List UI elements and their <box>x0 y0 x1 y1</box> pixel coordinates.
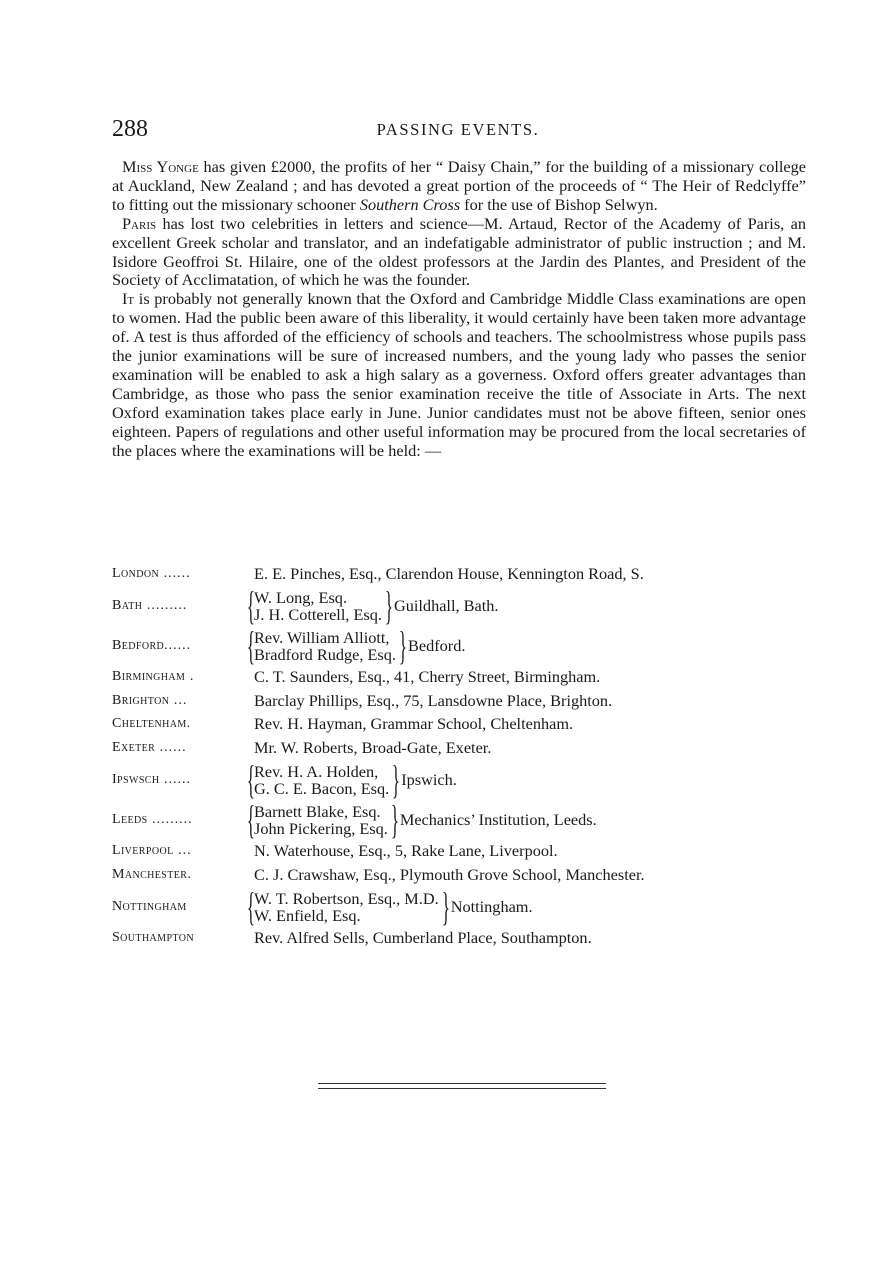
secretary-entry: E. E. Pinches, Esq., Clarendon House, Kennington Road, S. <box>254 563 644 583</box>
secretary-row <box>112 927 812 951</box>
running-head: PASSING EVENTS. <box>376 120 540 139</box>
leader-dots: ... <box>169 692 188 708</box>
secretary-name: W. Long, Esq. <box>254 587 348 607</box>
town-label: Bedford <box>112 637 165 653</box>
secretary-name: Barnett Blake, Esq. <box>254 801 381 821</box>
secretary-row <box>112 713 812 737</box>
right-brace: } <box>398 622 407 668</box>
town-name <box>112 598 254 614</box>
secretary-entry: Barclay Phillips, Esq., 75, Lansdowne Place, Brighton. <box>254 690 613 710</box>
secretary-names <box>254 763 389 797</box>
right-brace: } <box>441 883 450 929</box>
page-number: 288 <box>112 116 148 142</box>
secretary-row <box>112 562 812 586</box>
address: Guildhall, Bath. <box>393 595 499 615</box>
leader-dots: ...... <box>159 771 191 787</box>
town-name <box>112 669 254 685</box>
paragraph-text: for the use of Bishop Selwyn. <box>460 194 658 214</box>
secretary-row <box>112 689 812 713</box>
town-name <box>112 638 254 654</box>
town-label: Bath <box>112 597 143 613</box>
paragraph-paris <box>112 215 806 291</box>
address: Ipswich. <box>401 769 457 789</box>
left-brace: { <box>246 622 255 668</box>
secretary-row <box>112 736 812 760</box>
town-name <box>112 740 254 756</box>
address: Nottingham. <box>450 896 533 916</box>
town-name <box>112 899 254 915</box>
secretary-row <box>112 756 812 802</box>
secretary-entry: N. Waterhouse, Esq., 5, Rake Lane, Liverpool. <box>254 841 558 861</box>
article-body <box>112 158 806 461</box>
left-brace: { <box>246 756 255 802</box>
leader-dots: ...... <box>164 637 192 653</box>
secretary-name: G. C. E. Bacon, Esq. <box>254 778 390 798</box>
leader-dots: ......... <box>147 811 193 827</box>
left-brace: { <box>246 883 255 929</box>
secretary-entry: C. T. Saunders, Esq., 41, Cherry Street, Birmingham. <box>254 667 601 687</box>
secretary-name: John Pickering, Esq. <box>254 818 388 838</box>
secretary-row <box>112 666 812 690</box>
leader-dots: ...... <box>159 565 191 581</box>
page-header <box>112 116 804 146</box>
leader-dots: ... <box>173 843 192 859</box>
secretary-name: Rev. H. A. Holden, <box>254 761 379 781</box>
right-brace: } <box>384 582 393 628</box>
paragraph-text: is probably not generally known that the Oxford and Cambridge Middle Class examinations are open to women. Had the public been aware of this liberality, it would certainly have been taken more advantage of. A test is thus afforded of the efficiency of schools and teachers. The schoolmistress whose pupils pass the junior examinations will be sure of increased numbers, and the young lady who passes the senior examination will be enabled to ask a high salary as a governess. Oxford offers greater advantages than Cambridge, as those who pass the senior examination receive the title of Associate in Arts. The next Oxford examination takes place early in June. Junior candidates must not be above fifteen, senior ones eighteen. Papers of regulations and other useful information may be procured from the local secretaries of the places where the examinations will be held: — <box>112 289 806 460</box>
paragraph-text: has given £2000, the profits of her “ Daisy Chain,” for the building of a missionary college at Auckland, New Zealand ; and has devoted a great portion of the proceeds of “ The Heir of Redclyffe” to fitting out the missionary schooner <box>112 157 807 214</box>
left-brace: { <box>246 582 255 628</box>
secretary-row <box>112 796 812 842</box>
left-brace: { <box>246 796 255 842</box>
secretary-name: W. Enfield, Esq. <box>254 905 361 925</box>
town-label: Nottingham <box>112 898 187 914</box>
town-label: Manchester. <box>112 866 192 882</box>
secretary-names <box>254 890 439 924</box>
town-label: Leeds <box>112 811 148 827</box>
leader-dots: . <box>185 669 195 685</box>
town-name <box>112 930 254 946</box>
address: Bedford. <box>407 635 466 655</box>
town-name <box>112 843 254 859</box>
town-label: Ipswsch <box>112 771 160 787</box>
secretary-entry: Rev. H. Hayman, Grammar School, Cheltenham. <box>254 714 574 734</box>
right-brace: } <box>392 756 401 802</box>
secretary-name: W. T. Robertson, Esq., M.D. <box>254 888 439 908</box>
town-name <box>112 867 254 883</box>
town-name <box>112 716 254 732</box>
address: Mechanics’ Institution, Leeds. <box>399 809 597 829</box>
town-name <box>112 566 254 582</box>
secretary-names <box>254 629 396 663</box>
lead-words: Miss Yonge <box>122 157 199 176</box>
secretary-row <box>112 622 812 668</box>
town-label: Cheltenham. <box>112 716 191 732</box>
town-label: Birmingham <box>112 669 186 685</box>
town-name <box>112 693 254 709</box>
town-name <box>112 812 254 828</box>
leader-dots: ......... <box>142 597 188 613</box>
secretaries-list <box>112 562 812 950</box>
secretary-names <box>254 589 382 623</box>
secretary-entry: Rev. Alfred Sells, Cumberland Place, Southampton. <box>254 928 592 948</box>
secretary-name: Bradford Rudge, Esq. <box>254 644 396 664</box>
paragraph-yonge <box>112 158 806 215</box>
secretary-row <box>112 883 812 929</box>
lead-words: Paris <box>122 213 157 233</box>
paragraph-text: has lost two celebrities in letters and science—M. Artaud, Rector of the Academy of Paris, an excellent Greek scholar and translator, and an indefatigable administrator of public instruction ; and M. Isidore Geoffroi St. Hilaire, one of the oldest professors at the Jardin des Plantes, and President of the Society of Acclimatation, of which he was the founder. <box>112 213 806 290</box>
town-label: Liverpool <box>112 843 174 859</box>
ship-name: Southern Cross <box>359 194 461 214</box>
secretary-name: Rev. William Alliott, <box>254 627 390 647</box>
secretary-entry: C. J. Crawshaw, Esq., Plymouth Grove School, Manchester. <box>254 864 645 884</box>
town-label: Southampton <box>112 930 195 946</box>
end-rule <box>318 1083 606 1089</box>
town-label: Exeter <box>112 739 156 755</box>
town-label: London <box>112 565 160 581</box>
secretary-entry: Mr. W. Roberts, Broad-Gate, Exeter. <box>254 737 492 757</box>
leader-dots: ...... <box>155 739 187 755</box>
right-brace: } <box>390 796 399 842</box>
secretary-row <box>112 840 812 864</box>
secretary-row <box>112 582 812 628</box>
secretary-name: J. H. Cotterell, Esq. <box>254 604 382 624</box>
town-label: Brighton <box>112 692 170 708</box>
lead-words: It <box>122 289 135 309</box>
paragraph-examinations <box>112 290 806 460</box>
secretary-names <box>254 803 388 837</box>
town-name <box>112 772 254 788</box>
secretary-row <box>112 863 812 887</box>
